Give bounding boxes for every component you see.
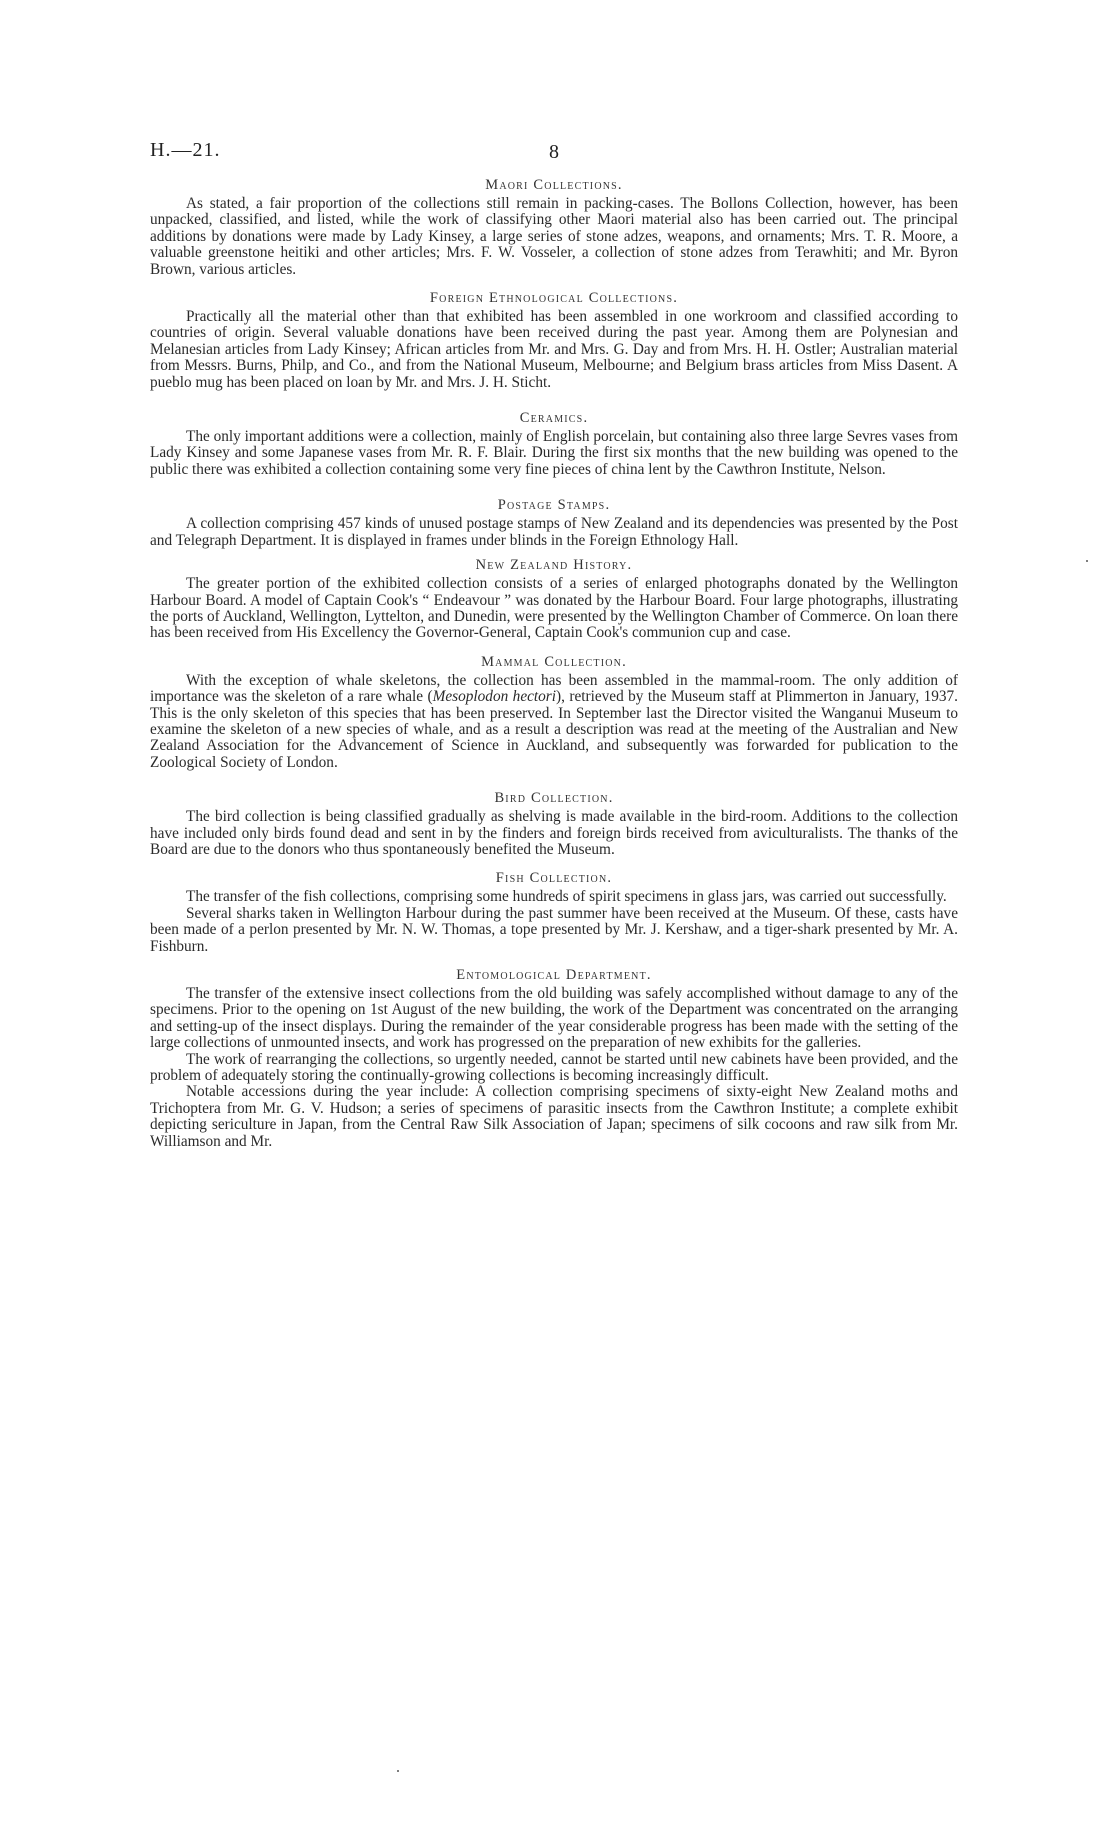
paragraph: The only important additions were a collection, mainly of English porcelain, but containing also three large Sevres vases from Lady Kinsey and some Japanese vases from Mr. R. F. Blair. During the first six months that the new building was opened to the public there was exhibited a collection containing some very fine pieces of china lent by the Cawthron Institute, Nelson. [150, 428, 958, 478]
section-title: New Zealand History. [475, 557, 633, 574]
paragraph: The transfer of the fish collections, comprising some hundreds of spirit specimens in glass jars, was carried out successfully. [186, 888, 947, 906]
paragraph: Practically all the material other than that exhibited has been assembled in one workroom and classified according to countries of origin. Several valuable donations have been received during the past year. Among them are Polynesian and Melanesian articles from Lady Kinsey; African articles from Mr. and Mrs. G. Day and from Mrs. H. H. Ostler; Australian material from Messrs. Burns, Philp, and Co., and from the National Museum, Melbourne; and Belgium brass articles from Miss Dasent. A pueblo mug has been placed on loan by Mr. and Mrs. J. H. Sticht. [150, 308, 958, 391]
section-mammal-collection [150, 653, 958, 771]
section-title: Entomological Department. [456, 967, 652, 983]
body-text [150, 176, 958, 1150]
paragraph: A collection comprising 457 kinds of unused postage stamps of New Zealand and its dependencies was presented by the Post and Telegraph Department. It is displayed in frames under blinds in the Foreign Ethnology Hall. [150, 515, 958, 549]
section-title: Mammal Collection. [481, 653, 627, 670]
paragraph: The transfer of the extensive insect collections from the old building was safely accomplished without damage to any of the specimens. Prior to the opening on 1st August of the new building, the work of the Department was concentrated on the arranging and setting-up of the insect displays. During the remainder of the year considerable progress has been made with the setting of the large collections of unmounted insects, and work has progressed on the preparation of new exhibits for the galleries. [150, 985, 958, 1052]
paragraph: The greater portion of the exhibited collection consists of a series of enlarged photographs donated by the Wellington Harbour Board. A model of Captain Cook's “ Endeavour ” was donated by the Harbour Board. Four large photographs, illustrating the ports of Auckland, Wellington, Lyttelton, and Dunedin, were presented by the Wellington Chamber of Commerce. On loan there has been received from His Excellency the Governor-General, Captain Cook's communion cup and case. [150, 575, 958, 642]
section-title: Maori Collections. [485, 177, 623, 193]
section-new-zealand-history [150, 556, 958, 642]
page-number: 8 [549, 141, 559, 163]
paragraph: Notable accessions during the year include: A collection comprising specimens of sixty-eight New Zealand moths and Trichoptera from Mr. G. V. Hudson; a series of specimens of parasitic insects from the Cawthron Institute; a complete exhibit depicting sericulture in Japan, from the Central Raw Silk Association of Japan; specimens of silk cocoons and raw silk from Mr. Williamson and Mr. [150, 1083, 958, 1150]
section-entomological-department [150, 966, 958, 1150]
paragraph: Several sharks taken in Wellington Harbour during the past summer have been received at the Museum. Of these, casts have been made of a perlon presented by Mr. N. W. Thomas, a tope presented by Mr. J. Kershaw, and a tiger-shark presented by Mr. A. Fishburn. [150, 904, 958, 955]
section-bird-collection [150, 789, 958, 858]
paragraph: The bird collection is being classified gradually as shelving is made available in the bird-room. Additions to the collection have included only birds found dead and sent in by the finders and foreign birds received from aviculturalists. The thanks of the Board are due to the donors who thus spontaneously benefited the Museum. [150, 808, 958, 858]
section-foreign-ethnological-collections [150, 289, 958, 391]
document-code: H.—21. [150, 139, 221, 161]
section-fish-collection [150, 869, 958, 955]
scan-speck [1086, 560, 1088, 562]
section-title: Bird Collection. [494, 790, 614, 807]
paragraph: With the exception of whale skeletons, the collection has been assembled in the mammal-room. The only addition of importance was the skeleton of a rare whale (Mesoplodon hectori), retrieved by the Museum staff at Plimmerton in January, 1937. This is the only skeleton of this species that has been preserved. In September last the Director visited the Wanganui Museum to examine the skeleton of a new species of whale, and as a result a description was read at the meeting of the Australian and New Zealand Association for the Advancement of Science in Auckland, and subsequently was forwarded for publication to the Zoological Society of London. [150, 671, 959, 771]
species-name: Mesoplodon hectori [432, 688, 557, 706]
section-title: Ceramics. [519, 410, 589, 427]
paragraph: As stated, a fair proportion of the collections still remain in packing-cases. The Bollons Collection, however, has been unpacked, classified, and listed, while the work of classifying other Maori material also has been carried out. The principal additions by donations were made by Lady Kinsey, a large series of stone adzes, weapons, and ornaments; Mrs. T. R. Moore, a valuable greenstone heitiki and other articles; Mrs. F. W. Vosseler, a collection of stone adzes from Terawhiti; and Mr. Byron Brown, various articles. [150, 195, 958, 278]
paragraph: The work of rearranging the collections, so urgently needed, cannot be started until new cabinets have been provided, and the problem of adequately storing the continually-growing collections is becoming increasingly difficult. [150, 1050, 958, 1085]
scan-speck [397, 1770, 399, 1772]
section-title: Postage Stamps. [497, 497, 611, 514]
section-maori-collections [150, 176, 958, 278]
section-title: Foreign Ethnological Collections. [429, 290, 679, 307]
section-ceramics [150, 409, 958, 478]
section-postage-stamps [150, 496, 958, 549]
section-title: Fish Collection. [495, 870, 613, 887]
